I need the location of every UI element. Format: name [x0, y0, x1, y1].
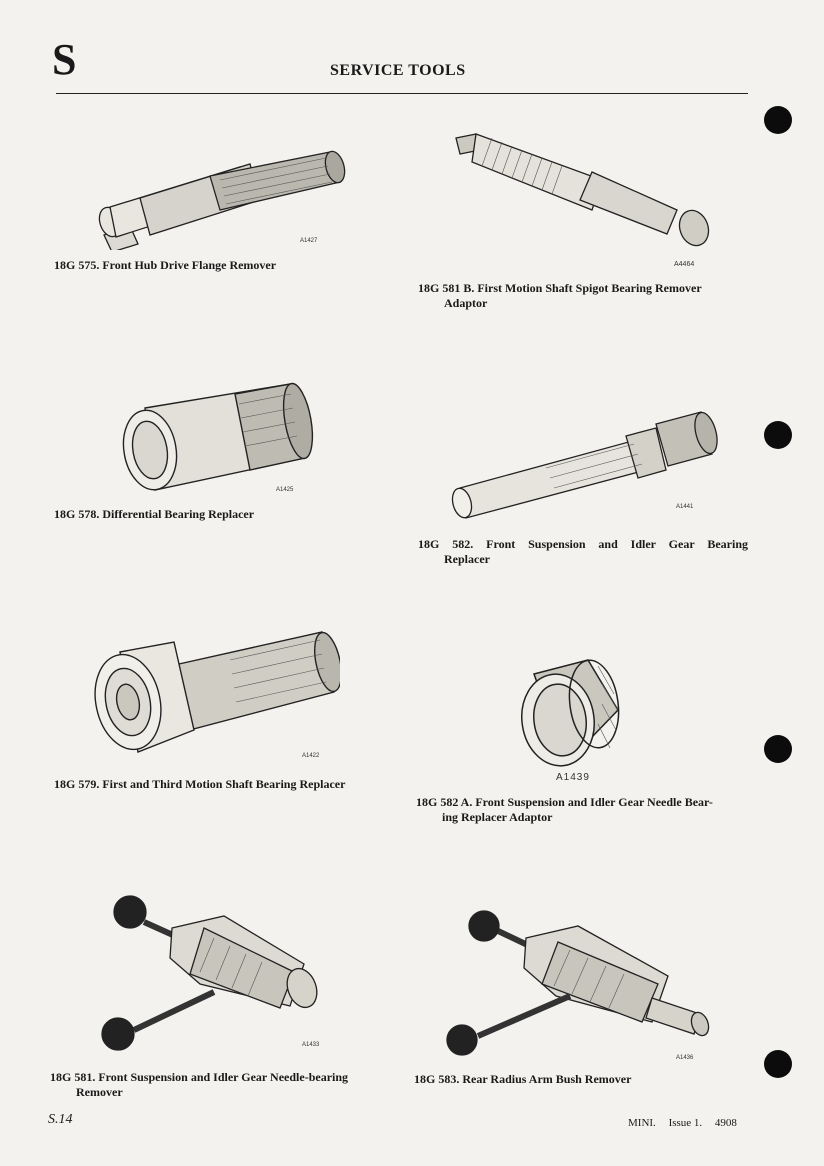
tool-caption: 18G 583. Rear Radius Arm Bush Remover: [414, 1072, 632, 1086]
tool-illustration-18g575: [90, 140, 350, 250]
binder-hole: [764, 106, 792, 134]
tool-caption: 18G 582 A. Front Suspension and Idler Gear Needle Bear- ing Replacer Adaptor: [416, 795, 713, 824]
tool-illustration-18g581b: [452, 128, 720, 258]
figure-number: A1439: [556, 772, 590, 783]
tool-caption: 18G 579. First and Third Motion Shaft Bearing Replacer: [54, 777, 346, 791]
tool-illustration-18g581: [94, 888, 340, 1056]
binder-hole: [764, 421, 792, 449]
figure-number: A1427: [300, 238, 318, 244]
tool-caption: 18G 581 B. First Motion Shaft Spigot Bearing Remover Adaptor: [418, 281, 702, 310]
page-title: SERVICE TOOLS: [330, 62, 466, 79]
figure-number: A1422: [302, 753, 320, 759]
section-letter: S: [52, 35, 77, 84]
binder-hole: [764, 1050, 792, 1078]
page-number: S.14: [48, 1112, 73, 1127]
tool-illustration-18g579: [90, 626, 340, 756]
figure-number: A1433: [302, 1042, 320, 1048]
tool-caption: 18G 582. Front Suspension and Idler Gear Bearing Replacer: [418, 537, 748, 566]
tool-illustration-18g583: [438, 900, 714, 1062]
binder-hole: [764, 735, 792, 763]
tool-illustration-18g578: [115, 378, 320, 498]
tool-caption: 18G 575. Front Hub Drive Flange Remover: [54, 258, 277, 272]
tool-caption: 18G 581. Front Suspension and Idler Gear Needle-bearing Remover: [50, 1070, 349, 1099]
figure-number: A1425: [276, 487, 294, 493]
figure-number: A1441: [676, 504, 694, 510]
tool-caption: 18G 578. Differential Bearing Replacer: [54, 507, 255, 521]
header-rule: [56, 93, 748, 94]
footer-info: MINI. Issue 1. 4908: [628, 1117, 737, 1129]
figure-number: A1436: [676, 1055, 694, 1061]
figure-number: A4464: [674, 261, 695, 268]
tool-illustration-18g582a: [518, 654, 628, 774]
